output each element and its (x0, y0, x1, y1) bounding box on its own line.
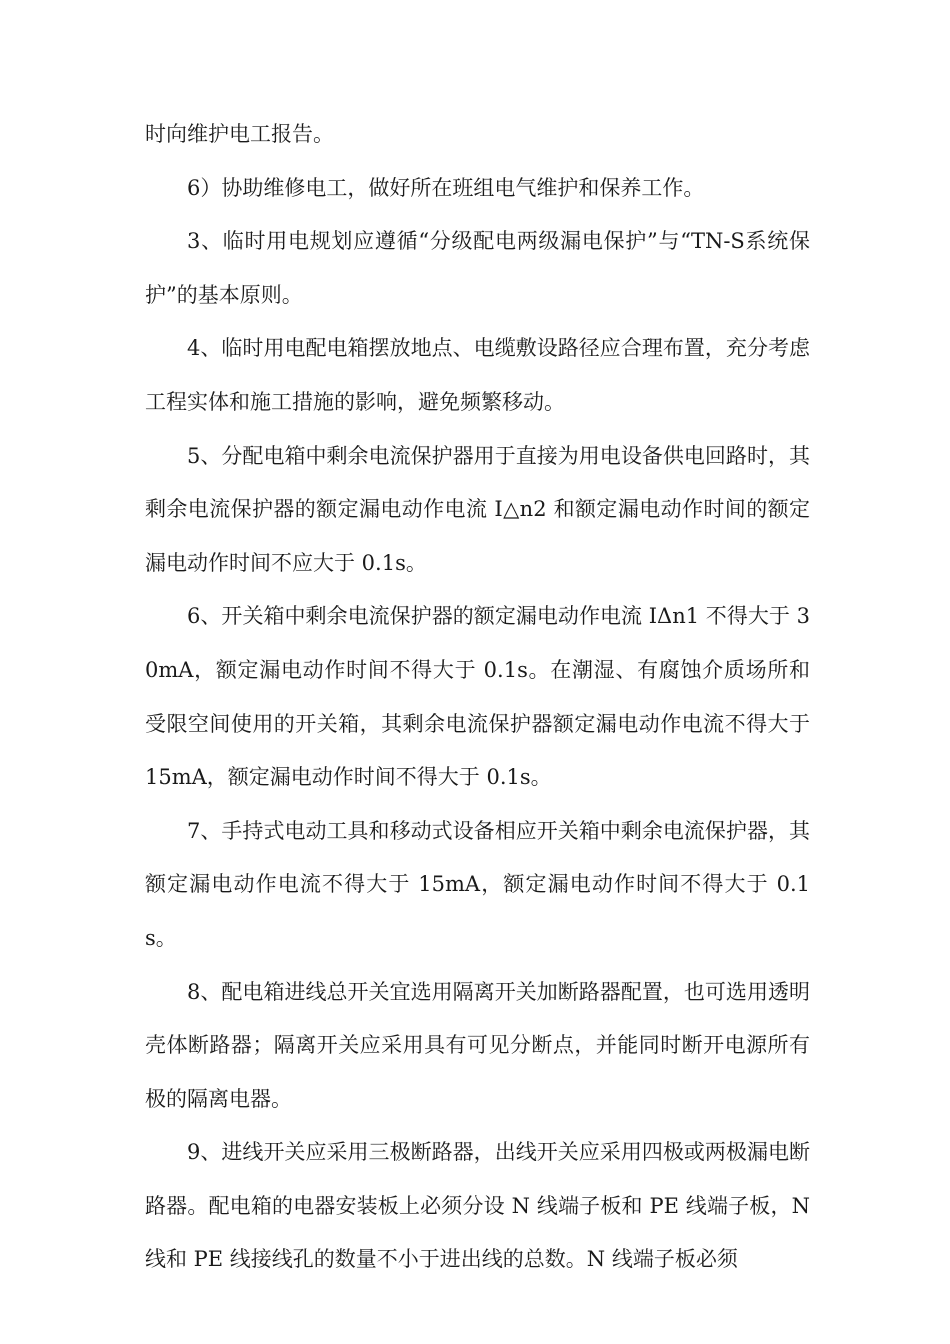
paragraph-item-9: 9、进线开关应采用三极断路器，出线开关应采用四极或两极漏电断路器。配电箱的电器安装板上必须分设 N 线端子板和 PE 线端子板，N 线和 PE 线接线孔的数量不小于进出线的总数。N 线端子板必须 (145, 1140, 810, 1272)
paragraph-continued: 时向维护电工报告。 (145, 122, 334, 146)
document-body (145, 108, 810, 1287)
paragraph-item-3: 3、临时用电规划应遵循“分级配电两级漏电保护”与“TN-S系统保护”的基本原则。 (145, 229, 810, 307)
paragraph-item-5: 5、分配电箱中剩余电流保护器用于直接为用电设备供电回路时，其剩余电流保护器的额定漏电动作电流 I△n2 和额定漏电动作时间的额定漏电动作时间不应大于 0.1s。 (145, 443, 810, 575)
paragraph-item-6: 6）协助维修电工，做好所在班组电气维护和保养工作。 (187, 175, 705, 200)
paragraph-item-4: 4、临时用电配电箱摆放地点、电缆敷设路径应合理布置，充分考虑工程实体和施工措施的影响，避免频繁移动。 (145, 336, 810, 414)
paragraph-item-7: 7、手持式电动工具和移动式设备相应开关箱中剩余电流保护器，其额定漏电动作电流不得大于 15mA，额定漏电动作时间不得大于 0.1s。 (145, 818, 810, 950)
paragraph-item-8: 8、配电箱进线总开关宜选用隔离开关加断路器配置，也可选用透明壳体断路器；隔离开关应采用具有可见分断点，并能同时断开电源所有极的隔离电器。 (145, 979, 810, 1111)
paragraph-item-6b: 6、开关箱中剩余电流保护器的额定漏电动作电流 IΔn1 不得大于 30mA，额定漏电动作时间不得大于 0.1s。在潮湿、有腐蚀介质场所和受限空间使用的开关箱，其剩余电流保护器额定漏电动作电流不得大于 15mA，额定漏电动作时间不得大于 0.1s。 (145, 604, 810, 790)
